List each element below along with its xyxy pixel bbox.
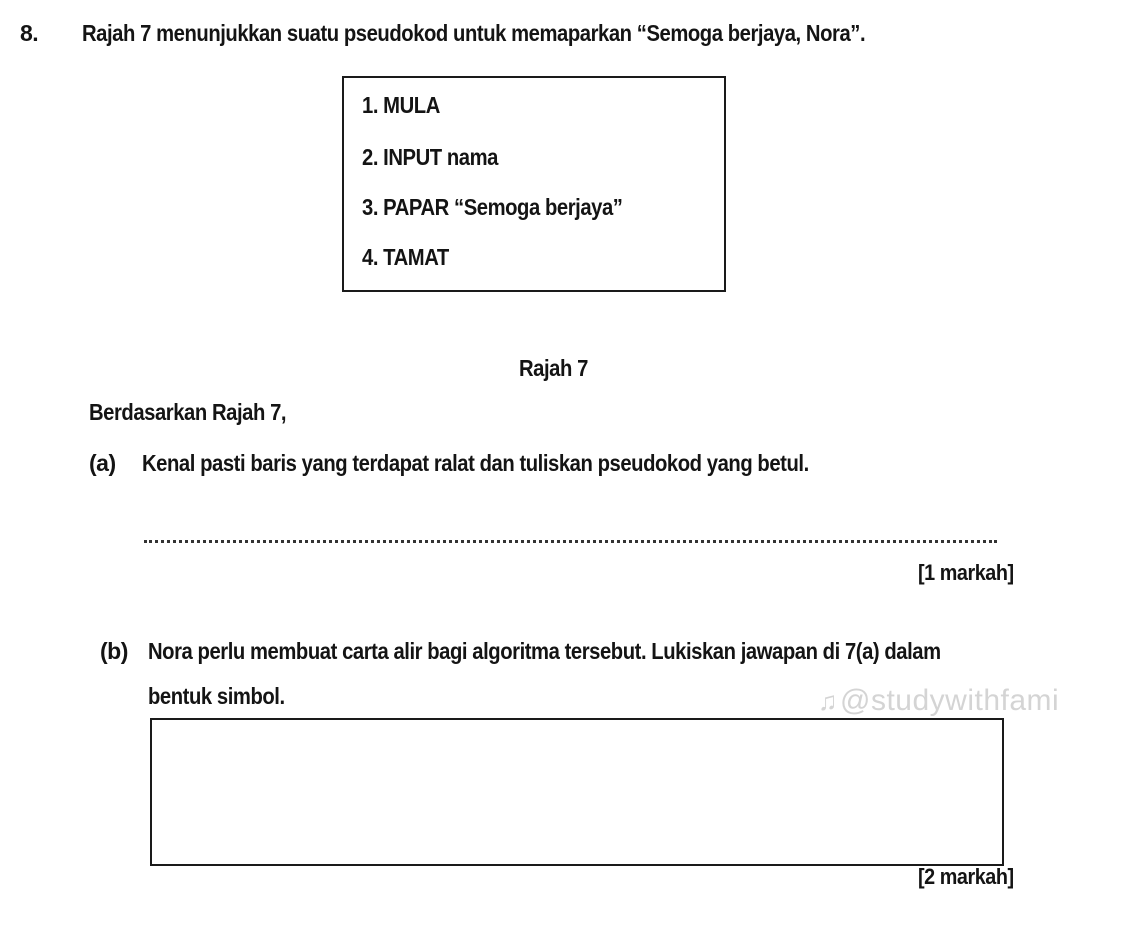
pseudocode-line-1: 1. MULA [362, 92, 440, 118]
question-number: 8. [20, 20, 39, 46]
part-a-label: (a) [89, 450, 116, 476]
part-b-label: (b) [100, 638, 128, 664]
pseudocode-line-3: 3. PAPAR “Semoga berjaya” [362, 194, 623, 220]
watermark [818, 684, 1059, 718]
tiktok-icon: ♫ [818, 686, 838, 716]
part-b-text: Nora perlu membuat carta alir bagi algoritma tersebut. Lukiskan jawapan di 7(a) dalam [148, 638, 941, 664]
part-b-marks: [2 markah] [918, 864, 1014, 889]
pseudocode-line-2: 2. INPUT nama [362, 144, 499, 170]
question-text: Rajah 7 menunjukkan suatu pseudokod untuk memaparkan “Semoga berjaya, Nora”. [82, 20, 866, 46]
answer-line[interactable] [144, 540, 997, 543]
intro-text: Berdasarkan Rajah 7, [89, 399, 287, 425]
watermark-text: @studywithfami [840, 684, 1060, 717]
part-a-marks: [1 markah] [918, 560, 1014, 585]
part-b-text-continued: bentuk simbol. [148, 683, 285, 709]
part-a-text: Kenal pasti baris yang terdapat ralat dan tuliskan pseudokod yang betul. [142, 450, 809, 476]
pseudocode-line-4: 4. TAMAT [362, 244, 449, 270]
figure-caption: Rajah 7 [519, 355, 588, 381]
pseudocode-box [342, 76, 726, 292]
answer-box[interactable] [150, 718, 1004, 866]
